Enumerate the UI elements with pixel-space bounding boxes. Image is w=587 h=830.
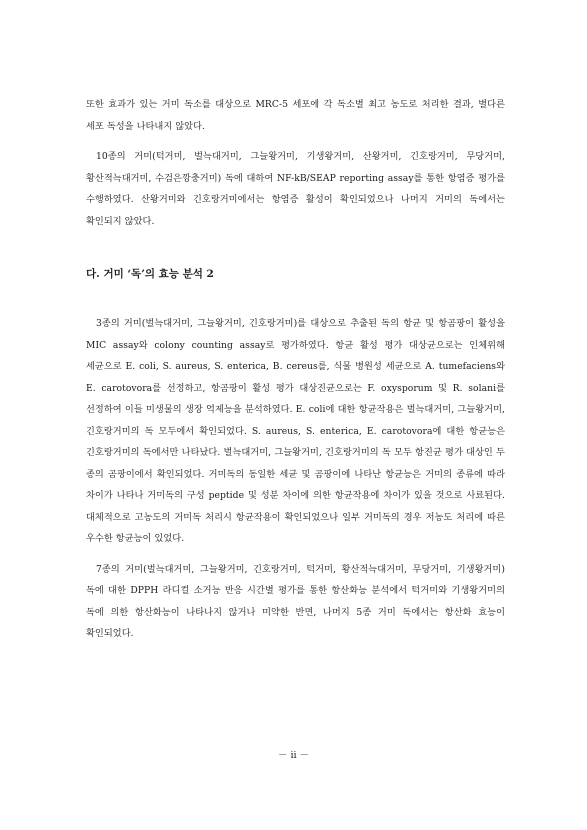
paragraph-cytotoxicity: 또한 효과가 있는 거미 독소를 대상으로 MRC-5 세포에 각 독소별 최고 농도로 처리한 결과, 별다른 세포 독성을 나타내지 않았다.	[86, 99, 505, 132]
page-body	[86, 94, 505, 645]
page-number: － ii －	[277, 750, 310, 761]
paragraph-anti-inflammatory: 10종의 거미(턱거미, 벌늑대거미, 그늘왕거미, 기생왕거미, 산왕거미, 긴호랑거미, 무당거미, 황산적늑대거미, 수검은깡충거미) 독에 대하여 NF-kB/SEAP reporting assay를 통한 항염증 평가를 수행하였다. 산왕거미와 긴호랑거미에서는 항염증 활성이 확인되었으나 나머지 거미의 독에서는 확인되지 않았다.	[86, 151, 505, 227]
section-heading: 다. 거미 ‘독’의 효능 분석 2	[86, 268, 214, 280]
paragraph-antioxidant: 7종의 거미(벌늑대거미, 그늘왕거미, 긴호랑거미, 턱거미, 황산적늑대거미, 무당거미, 기생왕거미) 독에 대한 DPPH 라디컬 소거능 반응 시간별 평가를 통한 항산화능 분석에서 턱거미와 기생왕거미의 독에 의한 항산화능이 나타나지 않거나 미약한 반면, 나머지 5종 거미 독에서는 항산화 효능이 확인되었다.	[86, 563, 505, 639]
paragraph-antimicrobial: 3종의 거미(벌늑대거미, 그늘왕거미, 긴호랑거미)를 대상으로 추출된 독의 항균 및 항곰팡이 활성을 MIC assay와 colony counting assay로 평가하였다. 항균 활성 평가 대상균으로는 인체위해 세균으로 E. coli, S. aureus, S. enterica, B. cereus를, 식물 병원성 세균으로 A. tumefaciens와 E. carotovora를 선정하고, 항곰팡이 활성 평가 대상진균으로는 F. oxysporum 및 R. solani를 선정하여 이들 미생물의 생장 억제능을 분석하였다. E. coli에 대한 항균작용은 벌늑대거미, 그늘왕거미, 긴호랑거미의 독 모두에서 확인되었다. S. aureus, S. enterica, E. carotovora에 대한 항균능은 긴호랑거미의 독에서만 나타났다. 벌늑대거미, 그늘왕거미, 긴호랑거미의 독 모두 항진균 평가 대상인 두 종의 곰팡이에서 확인되었다. 거미독의 동일한 세균 및 곰팡이에 나타난 항균능은 거미의 종류에 따라 차이가 나타나 거미독의 구성 peptide 및 성분 차이에 의한 항균작용에 차이가 있을 것으로 사료된다. 대체적으로 고농도의 거미독 처리시 항균작용이 확인되었으나 일부 거미독의 경우 저농도 처리에 따른 우수한 항균능이 있었다.	[86, 318, 505, 544]
